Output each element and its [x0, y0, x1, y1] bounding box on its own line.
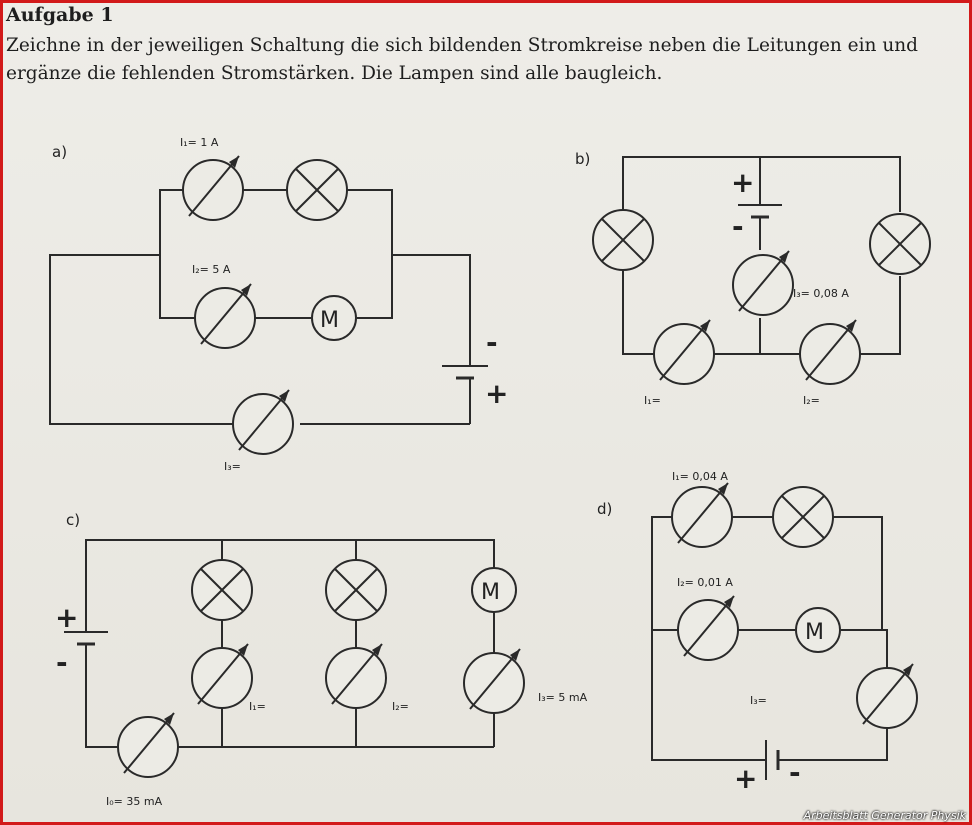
- circuit-c-label: c): [66, 511, 81, 529]
- worksheet-instruction: Zeichne in der jeweiligen Schaltung die sich bildenden Stromkreise neben die Leitungen ein und ergänze die fehlenden Stromstärken. Die Lampen sind alle baugleich.: [6, 35, 919, 84]
- current-a3-label: I₃=: [224, 460, 241, 473]
- battery-d-minus: -: [789, 756, 801, 789]
- current-a2-label: I₂= 5 A: [192, 263, 231, 276]
- current-c2-label: I₂=: [392, 700, 409, 713]
- current-d3-label: I₃=: [750, 694, 767, 707]
- current-b1-label: I₁=: [644, 394, 661, 407]
- worksheet-title: Aufgabe 1: [6, 4, 114, 26]
- footer-watermark: Arbeitsblatt Generator Physik: [803, 809, 966, 822]
- current-d2-label: I₂= 0,01 A: [677, 576, 733, 589]
- motor-a-label: M: [320, 308, 339, 333]
- circuit-b-label: b): [575, 150, 591, 168]
- battery-d-plus: +: [734, 762, 758, 795]
- circuit-a-label: a): [52, 143, 68, 161]
- motor-d-label: M: [805, 620, 824, 645]
- current-c1-label: I₁=: [249, 700, 266, 713]
- battery-c-plus: +: [55, 601, 79, 634]
- battery-a-plus: +: [485, 377, 509, 410]
- battery-c-minus: -: [56, 646, 68, 679]
- circuit-d-label: d): [597, 500, 613, 518]
- motor-c-label: M: [481, 580, 500, 605]
- battery-b-minus: -: [732, 210, 744, 243]
- battery-b-plus: +: [731, 166, 755, 199]
- current-b2-label: I₂=: [803, 394, 820, 407]
- current-a1-label: I₁= 1 A: [180, 136, 219, 149]
- current-d1-label: I₁= 0,04 A: [672, 470, 728, 483]
- battery-a-minus: -: [486, 326, 498, 359]
- current-b3-label: I₃= 0,08 A: [793, 287, 849, 300]
- current-c3-label: I₃= 5 mA: [538, 691, 588, 704]
- current-c0-label: I₀= 35 mA: [106, 795, 163, 808]
